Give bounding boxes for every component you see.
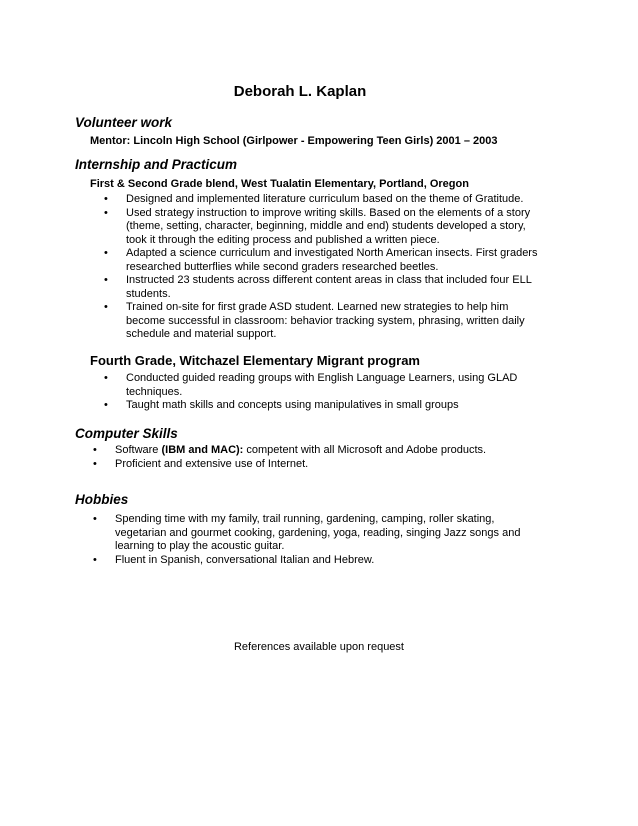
fourth-grade-subtitle: Fourth Grade, Witchazel Elementary Migrant program xyxy=(90,353,420,368)
list-item-text: techniques. xyxy=(126,385,183,398)
fourth-grade-list xyxy=(104,372,517,413)
list-item-text: Used strategy instruction to improve writing skills. Based on the elements of a story xyxy=(126,206,531,219)
bullet-icon: • xyxy=(104,399,108,411)
bullet-icon: • xyxy=(93,553,97,566)
section-title-hobbies: Hobbies xyxy=(75,492,129,507)
list-item xyxy=(93,554,520,568)
list-item xyxy=(104,301,537,342)
list-item-text: Conducted guided reading groups with English Language Learners, using GLAD xyxy=(126,372,518,384)
list-item-text: Trained on-site for first grade ASD student. Learned new strategies to help him xyxy=(126,301,509,313)
bullet-icon: • xyxy=(93,513,97,525)
list-item-text: schedule and material support. xyxy=(126,328,277,340)
list-item-text: become successful in classroom: behavior tracking system, phrasing, written daily xyxy=(126,314,525,327)
computer-software-prefix: Software xyxy=(115,444,162,456)
computer-list xyxy=(93,444,486,471)
list-item-text: Taught math skills and concepts using manipulatives in small groups xyxy=(126,399,459,411)
bullet-icon: • xyxy=(104,193,108,205)
list-item xyxy=(93,458,486,472)
list-item xyxy=(104,207,537,248)
list-item xyxy=(104,372,517,399)
references-note: References available upon request xyxy=(233,641,404,653)
list-item-text: learning to play the acoustic guitar. xyxy=(115,540,285,552)
computer-internet: Proficient and extensive use of Internet. xyxy=(115,457,309,470)
section-title-internship: Internship and Practicum xyxy=(75,157,238,172)
volunteer-mentor: Mentor: Lincoln High School (Girlpower - Empowering Teen Girls) 2001 – 2003 xyxy=(90,135,498,147)
bullet-icon: • xyxy=(104,274,108,286)
list-item xyxy=(104,247,537,274)
list-item-text: vegetarian and gourmet cooking, gardening, yoga, reading, singing Jazz songs and xyxy=(115,526,521,539)
list-item-text: Adapted a science curriculum and investigated North American insects. First graders xyxy=(126,247,538,259)
bullet-icon: • xyxy=(104,301,108,313)
list-item xyxy=(93,444,486,458)
list-item-text: students. xyxy=(126,287,171,300)
list-item xyxy=(104,274,537,301)
bullet-icon: • xyxy=(93,444,97,456)
list-item-text: Designed and implemented literature curriculum based on the theme of Gratitude. xyxy=(126,193,524,205)
bullet-icon: • xyxy=(104,206,108,219)
bullet-icon: • xyxy=(93,457,97,470)
list-item-text: Spending time with my family, trail running, gardening, camping, roller skating, xyxy=(115,513,495,525)
section-title-computer: Computer Skills xyxy=(75,426,178,441)
list-item xyxy=(93,513,520,554)
list-item-text: Fluent in Spanish, conversational Italian and Hebrew. xyxy=(115,553,375,566)
computer-software-platforms: (IBM and MAC): xyxy=(161,444,244,456)
list-item-text: (theme, setting, character, beginning, middle and end) students developed a story, xyxy=(126,220,526,232)
list-item-text: Instructed 23 students across different content areas in class that included four ELL xyxy=(126,274,532,286)
list-item-text: took it through the editing process and published a written piece. xyxy=(126,233,440,246)
internship-list xyxy=(104,193,537,342)
list-item xyxy=(104,399,517,413)
resume-name: Deborah L. Kaplan xyxy=(233,83,367,100)
bullet-icon: • xyxy=(104,247,108,259)
list-item-text: researched butterflies while second graders researched beetles. xyxy=(126,260,439,273)
hobbies-list xyxy=(93,513,520,567)
computer-software-rest: competent with all Microsoft and Adobe products. xyxy=(243,444,487,456)
bullet-icon: • xyxy=(104,372,108,384)
section-title-volunteer: Volunteer work xyxy=(75,115,173,130)
list-item xyxy=(104,193,537,207)
internship-subtitle: First & Second Grade blend, West Tualatin Elementary, Portland, Oregon xyxy=(90,178,469,190)
